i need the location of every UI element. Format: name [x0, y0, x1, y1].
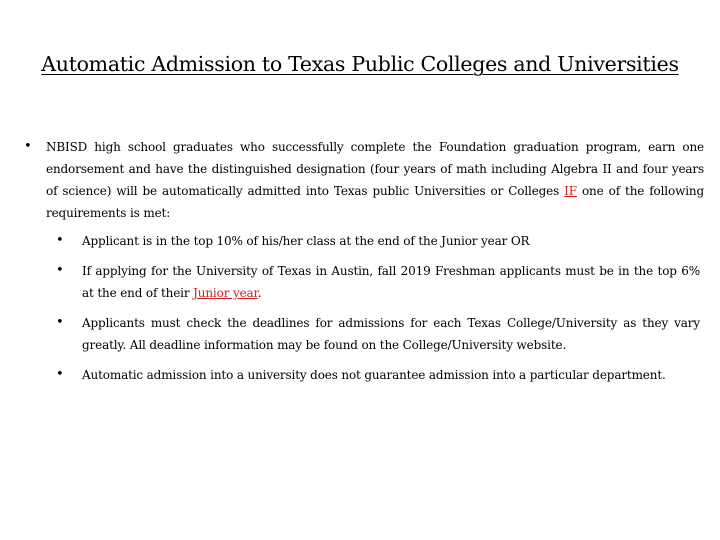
intro-text: NBISD high school graduates who successfully complete the Foundation graduation program, earn one endorsement and have the distinguished designation (four years of math including Algebra II and four years of science) will be automatically admitted into Texas public Universities or Colleges	[46, 140, 704, 198]
list-item	[52, 364, 700, 386]
intro-emphasis: IF	[564, 184, 577, 198]
list-item-text	[82, 260, 700, 304]
list-item-text-end: .	[257, 286, 262, 300]
list-item-text-start: If applying for the University of Texas in Austin, fall 2019 Freshman applicants must be in the top 6% at the end of their	[82, 264, 700, 300]
bullet-icon: •	[56, 263, 64, 278]
bullet-icon: •	[56, 367, 64, 382]
list-item	[52, 230, 700, 252]
bullet-icon: •	[56, 233, 64, 248]
list-item	[52, 260, 700, 304]
bullet-icon: •	[24, 139, 32, 154]
page-title: Automatic Admission to Texas Public Colleges and Universities	[41, 52, 679, 76]
intro-text-end: one of the following requirements is met:	[46, 184, 704, 220]
main-bullet-text	[46, 136, 704, 224]
junior-year-emphasis: Junior year	[193, 286, 258, 300]
list-item	[52, 312, 700, 356]
list-item-text: Applicant is in the top 10% of his/her class at the end of the Junior year OR	[82, 234, 530, 248]
list-item-text: Automatic admission into a university does not guarantee admission into a particular department.	[82, 368, 666, 382]
slide-content	[24, 136, 704, 394]
list-item-text: Applicants must check the deadlines for admissions for each Texas College/University as they vary greatly. All deadline information may be found on the College/University website.	[82, 316, 700, 352]
requirements-list	[52, 230, 700, 386]
bullet-icon: •	[56, 315, 64, 330]
main-bullet	[24, 136, 704, 224]
